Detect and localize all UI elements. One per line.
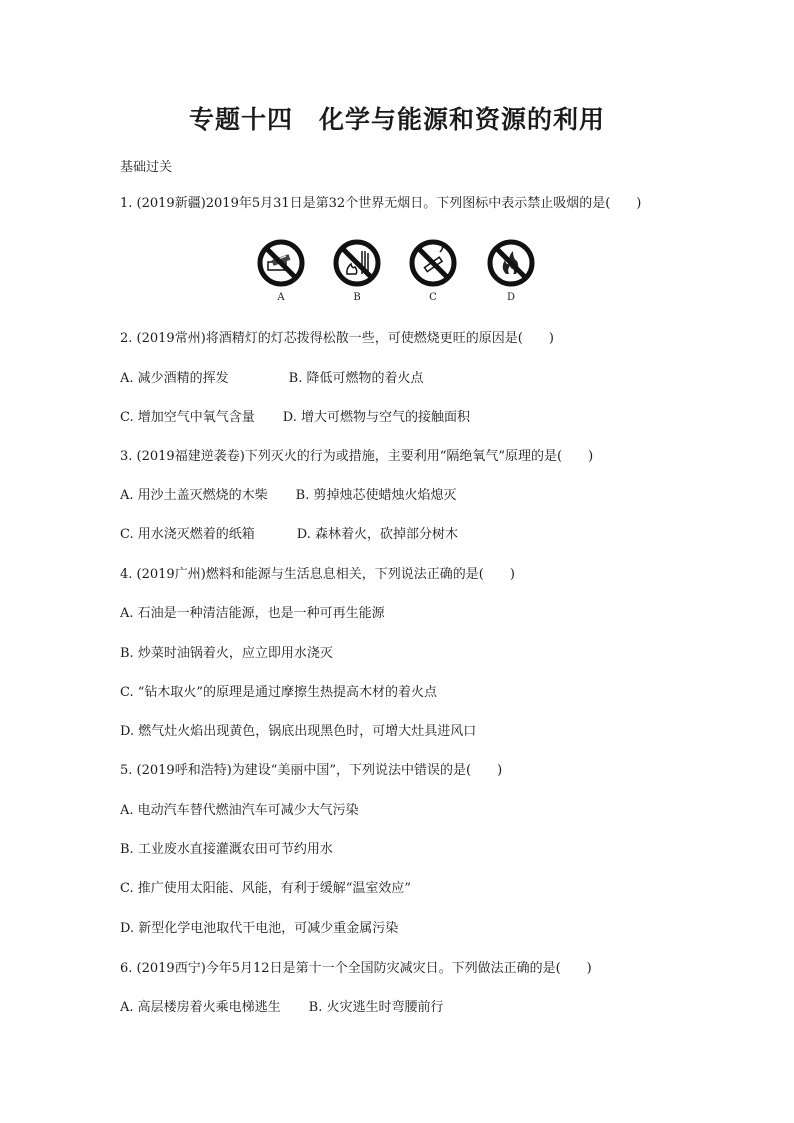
question-3-options-ab xyxy=(120,487,456,505)
option-d: D. 新型化学电池取代干电池，可减少重金属污染 xyxy=(120,921,399,936)
option-d: D. 燃气灶火焰出现黄色，锅底出现黑色时，可增大灶具进风口 xyxy=(120,724,477,739)
no-cigarette-icon: A xyxy=(255,238,307,303)
option-b: B. 炒菜时油锅着火，应立即用水浇灭 xyxy=(120,646,333,661)
no-smoking-icon: C xyxy=(407,238,459,303)
option-a: A. 高层楼房着火乘电梯逃生 xyxy=(120,1000,281,1015)
question-3-options-cd xyxy=(120,526,458,544)
option-b: B. 工业废水直接灌溉农田可节约用水 xyxy=(120,842,333,857)
question-2: 2. (2019常州)将酒精灯的灯芯拨得松散一些，可使燃烧更旺的原因是( ) xyxy=(120,331,554,346)
option-a: A. 减少酒精的挥发 xyxy=(120,371,229,386)
question-6-options-ab xyxy=(120,999,443,1017)
section-heading: 基础过关 xyxy=(120,160,173,175)
option-b: B. 火灾逃生时弯腰前行 xyxy=(308,1000,444,1015)
question-2-options-cd xyxy=(120,409,470,427)
option-a: A. 用沙土盖灭燃烧的木柴 xyxy=(120,488,268,503)
title-text: 化学与能源和资源的利用 xyxy=(319,105,606,134)
question-1: 1. (2019新疆)2019年5月31日是第32个世界无烟日。下列图标中表示禁止吸烟的是( ) xyxy=(120,196,642,211)
option-c: C. 增加空气中氧气含量 xyxy=(120,410,255,425)
option-b: B. 降低可燃物的着火点 xyxy=(288,371,424,386)
option-a: A. 电动汽车替代燃油汽车可减少大气污染 xyxy=(120,803,359,818)
option-d: D. 增大可燃物与空气的接触面积 xyxy=(282,410,470,425)
no-flammable-icon: B xyxy=(331,238,383,303)
option-d: D. 森林着火，砍掉部分树木 xyxy=(296,527,458,542)
question-4: 4. (2019广州)燃料和能源与生活息息相关，下列说法正确的是( ) xyxy=(120,567,515,582)
option-a: A. 石油是一种清洁能源，也是一种可再生能源 xyxy=(120,606,385,621)
option-b: B. 剪掉烛芯使蜡烛火焰熄灭 xyxy=(295,488,457,503)
title-number: 专题十四 xyxy=(188,105,293,134)
question-6: 6. (2019西宁)今年5月12日是第十一个全国防灾减灾日。下列做法正确的是( ) xyxy=(120,961,592,976)
question-2-options-ab xyxy=(120,370,423,388)
option-c: C. 推广使用太阳能、风能，有利于缓解“温室效应” xyxy=(120,881,412,896)
option-c: C. “钻木取火”的原理是通过摩擦生热提高木材的着火点 xyxy=(120,685,438,700)
q1-icon-row xyxy=(255,238,545,308)
no-fire-icon: D xyxy=(485,238,537,303)
page-title xyxy=(0,100,794,136)
option-c: C. 用水浇灭燃着的纸箱 xyxy=(120,527,255,542)
question-3: 3. (2019福建逆袭卷)下列灭火的行为或措施，主要利用“隔绝氧气”原理的是( ) xyxy=(120,449,594,464)
question-5: 5. (2019呼和浩特)为建设“美丽中国”，下列说法中错误的是( ) xyxy=(120,763,503,778)
